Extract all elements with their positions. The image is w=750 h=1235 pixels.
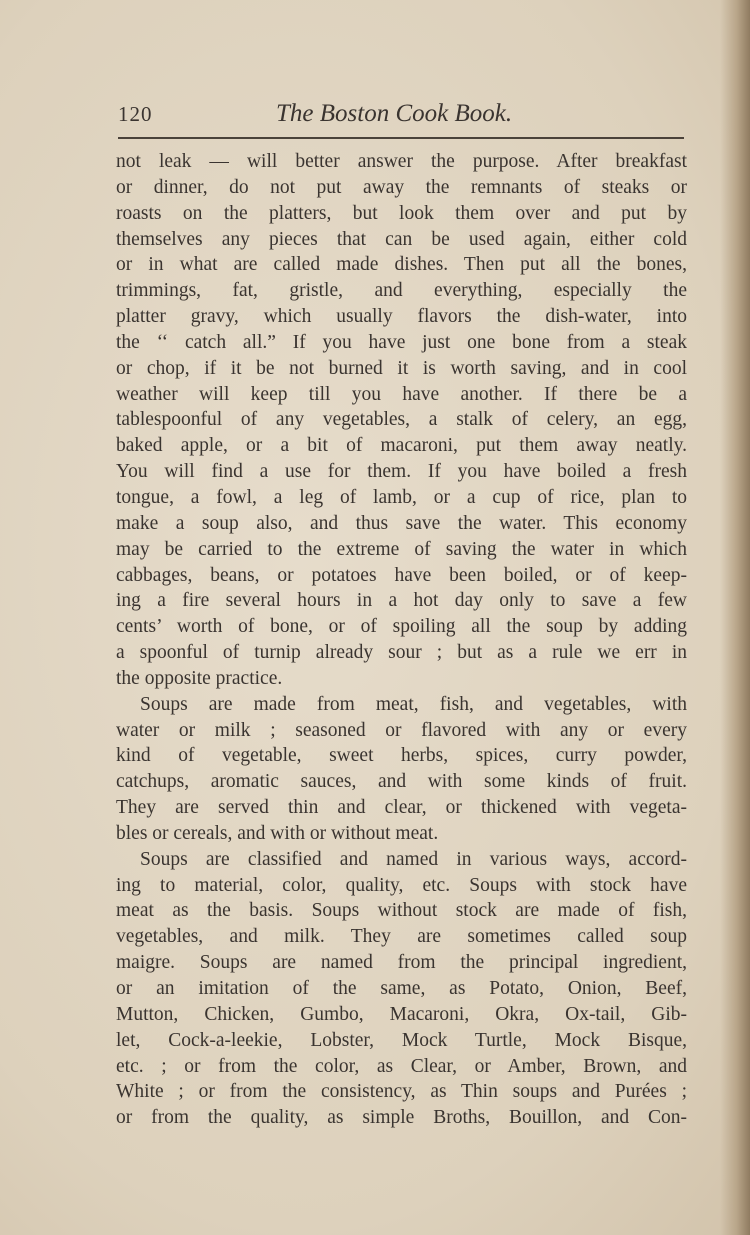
page-header: [118, 100, 684, 136]
text-line: roasts on the platters, but look them over and put by: [116, 202, 687, 224]
text-line: tablespoonful of any vegetables, a stalk of celery, an egg,: [116, 409, 687, 431]
text-line: kind of vegetable, sweet herbs, spices, curry powder,: [116, 745, 687, 767]
text-line: White ; or from the consistency, as Thin soups and Purées ;: [116, 1081, 687, 1103]
text-line: or dinner, do not put away the remnants of steaks or: [116, 176, 687, 198]
text-line: catchups, aromatic sauces, and with some kinds of fruit.: [116, 771, 687, 793]
text-line: tongue, a fowl, a leg of lamb, or a cup of rice, plan to: [116, 486, 687, 508]
text-line: let, Cock-a-leekie, Lobster, Mock Turtle, Mock Bisque,: [116, 1029, 687, 1051]
text-line: the ‘‘ catch all.” If you have just one bone from a steak: [116, 331, 687, 353]
text-line: ing a fire several hours in a hot day only to save a few: [116, 590, 687, 612]
text-line: or chop, if it be not burned it is worth saving, and in cool: [116, 357, 687, 379]
text-line: You will find a use for them. If you have boiled a fresh: [116, 461, 687, 483]
text-line: or in what are called made dishes. Then put all the bones,: [116, 254, 687, 276]
text-line: cabbages, beans, or potatoes have been boiled, or of keep-: [116, 564, 687, 586]
text-line: or from the quality, as simple Broths, Bouillon, and Con-: [116, 1107, 687, 1129]
page-edge-shadow: [720, 0, 750, 1235]
text-line: bles or cereals, and with or without meat.: [116, 822, 439, 844]
text-line: weather will keep till you have another. If there be a: [116, 383, 687, 405]
text-line: cents’ worth of bone, or of spoiling all the soup by adding: [116, 616, 687, 638]
running-title: The Boston Cook Book.: [276, 100, 513, 127]
text-line: Soups are classified and named in various ways, accord-: [140, 848, 687, 870]
header-rule: [118, 137, 684, 139]
text-line: themselves any pieces that can be used again, either cold: [116, 228, 687, 250]
text-line: etc. ; or from the color, as Clear, or Amber, Brown, and: [116, 1055, 687, 1077]
text-line: They are served thin and clear, or thickened with vegeta-: [116, 797, 687, 819]
text-line: Mutton, Chicken, Gumbo, Macaroni, Okra, Ox-tail, Gib-: [116, 1003, 687, 1025]
text-line: trimmings, fat, gristle, and everything, especially the: [116, 280, 687, 302]
text-line: baked apple, or a bit of macaroni, put them away neatly.: [116, 435, 687, 457]
text-line: maigre. Soups are named from the principal ingredient,: [116, 952, 687, 974]
text-line: Soups are made from meat, fish, and vegetables, with: [140, 693, 687, 715]
text-line: a spoonful of turnip already sour ; but as a rule we err in: [116, 642, 687, 664]
text-line: ing to material, color, quality, etc. Soups with stock have: [116, 874, 687, 896]
text-line: may be carried to the extreme of saving the water in which: [116, 538, 687, 560]
text-line: meat as the basis. Soups without stock are made of fish,: [116, 900, 687, 922]
text-line: not leak — will better answer the purpose. After breakfast: [116, 151, 687, 172]
text-line: water or milk ; seasoned or flavored with any or every: [116, 719, 687, 741]
body-text: [116, 149, 687, 1131]
text-line: make a soup also, and thus save the water. This economy: [116, 512, 687, 534]
page-number: 120: [118, 102, 153, 126]
text-line: vegetables, and milk. They are sometimes called soup: [116, 926, 687, 948]
text-line: or an imitation of the same, as Potato, Onion, Beef,: [116, 978, 687, 999]
text-line: the opposite practice.: [116, 667, 283, 689]
text-line: platter gravy, which usually flavors the dish-water, into: [116, 306, 687, 328]
